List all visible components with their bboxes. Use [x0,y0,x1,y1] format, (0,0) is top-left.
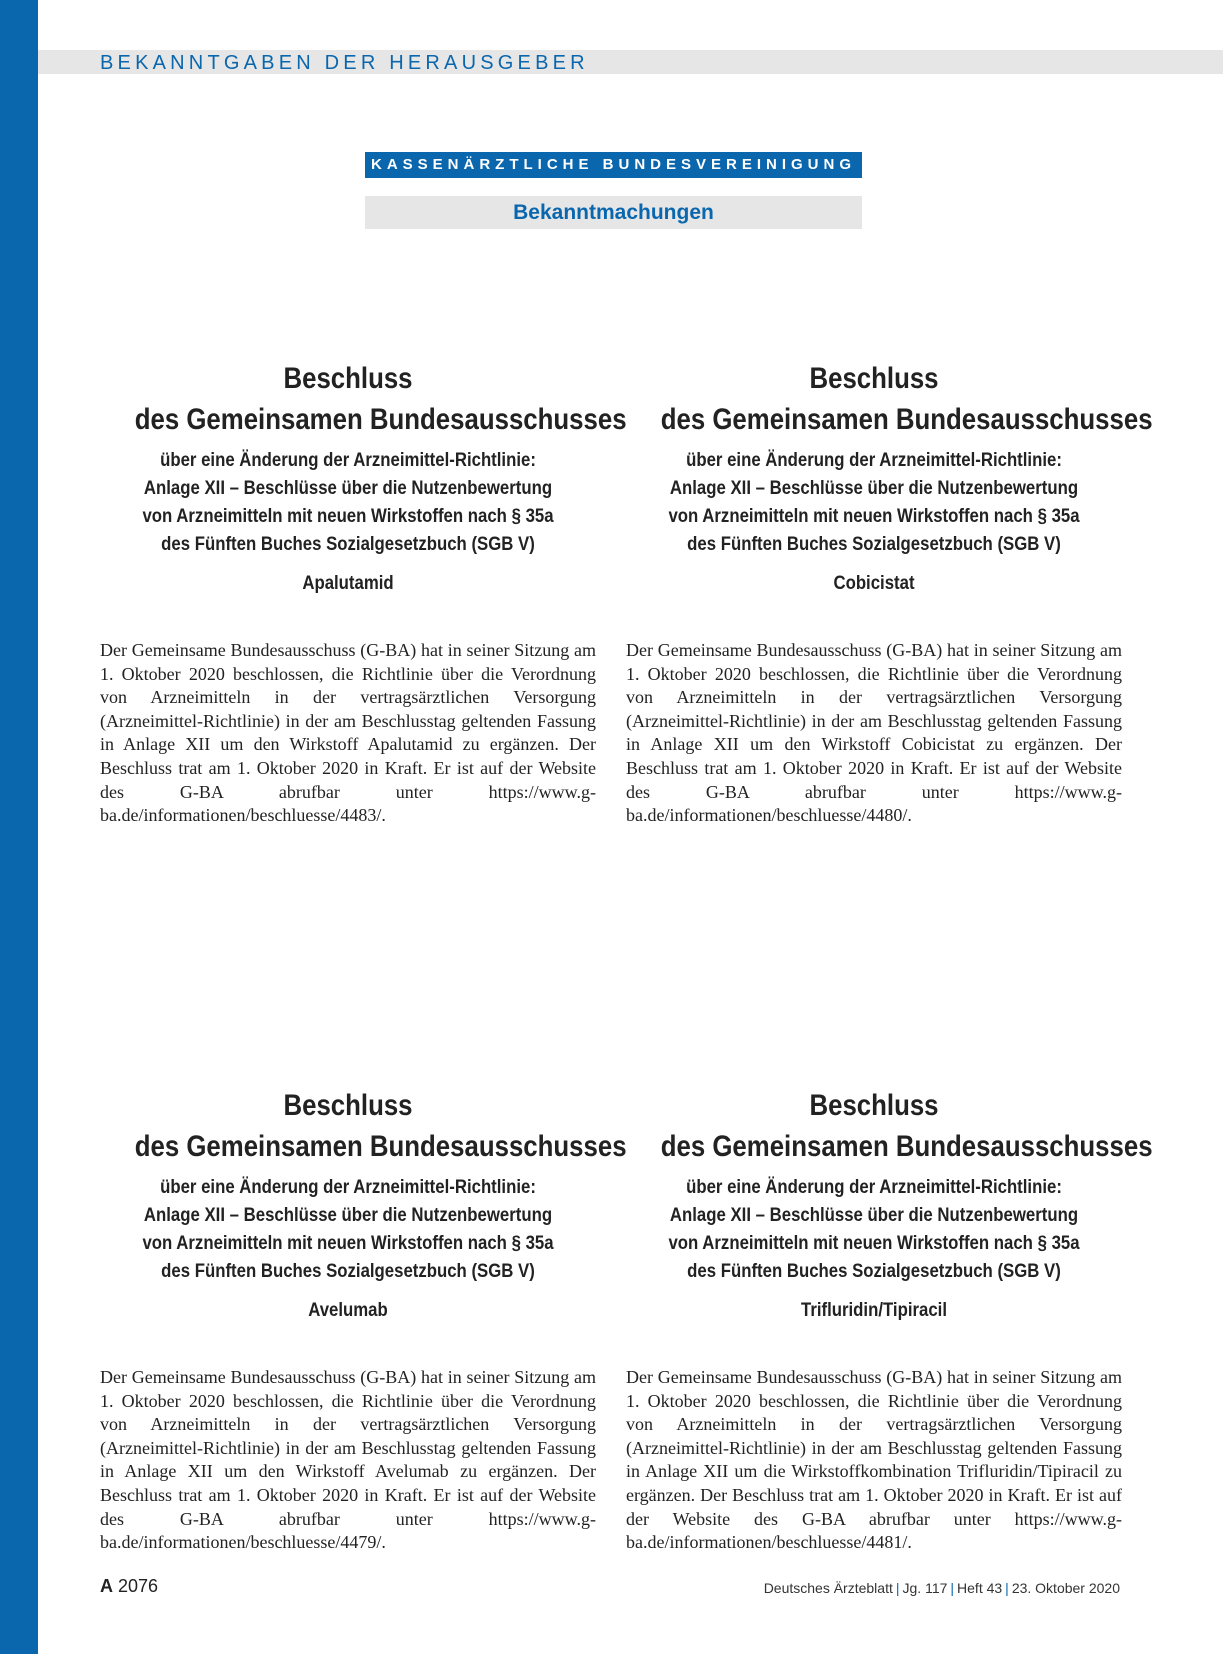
page-number-value: 2076 [118,1576,159,1596]
section-title: BEKANNTGABEN DER HERAUSGEBER [100,52,589,74]
journal-volume: Jg. 117 [902,1580,948,1596]
organization-banner: KASSENÄRZTLICHE BUNDESVEREINIGUNG [365,152,862,178]
notice-drug-name: Apalutamid [302,572,394,594]
notice-subtitle-line2: Anlage XII – Beschlüsse über die Nutzenbewertung [669,1204,1079,1226]
journal-name: Deutsches Ärzteblatt [763,1580,893,1596]
journal-date: 23. Oktober 2020 [1011,1580,1120,1596]
separator: | [895,1580,900,1596]
notice-drug-name: Trifluridin/Tipiracil [801,1299,947,1321]
notice-body: Der Gemeinsame Bundesausschuss (G-BA) hat in seiner Sitzung am 1. Oktober 2020 beschlossen, die Richtlinie über die Verordnung von Arzneimitteln in der vertragsärztlichen Versorgung (Arzneimittel-Richtlinie) in der am Beschlusstag geltenden Fassung in Anlage XII um die Wirkstoffkombination Trifluridin/Tipiracil zu ergänzen. Der Beschluss trat am 1. Oktober 2020 in Kraft. Er ist auf der Website des G-BA abrufbar unter https://www.g-ba.de/informationen/beschluesse/4481/. [626,1367,1122,1553]
category-banner: Bekanntmachungen [365,196,862,229]
page-prefix: A [100,1576,113,1596]
notice-subtitle-line2: Anlage XII – Beschlüsse über die Nutzenbewertung [669,477,1079,499]
notice-subtitle-line3: von Arzneimitteln mit neuen Wirkstoffen nach § 35a [142,505,554,527]
notice-subtitle-line1: über eine Änderung der Arzneimittel-Richtlinie: [686,1176,1062,1198]
side-accent-bar [0,0,38,1654]
notice-cobicistat [626,358,1153,828]
notice-subtitle-line2: Anlage XII – Beschlüsse über die Nutzenbewertung [143,1204,553,1226]
notice-title-line1: Beschluss [809,362,939,395]
notice-body: Der Gemeinsame Bundesausschuss (G-BA) hat in seiner Sitzung am 1. Oktober 2020 beschlossen, die Richtlinie über die Verordnung von Arzneimitteln in der vertragsärztlichen Versorgung (Arzneimittel-Richtlinie) in der am Beschlusstag geltenden Fassung in Anlage XII um den Wirkstoff Apalutamid zu ergänzen. Der Beschluss trat am 1. Oktober 2020 in Kraft. Er ist auf der Website des G-BA abrufbar unter https://www.g-ba.de/informationen/beschluesse/4483/. [100,640,596,826]
notice-subtitle-line1: über eine Änderung der Arzneimittel-Richtlinie: [160,1176,536,1198]
notice-drug-name: Avelumab [308,1299,388,1321]
notice-title-line2: des Gemeinsamen Bundesausschusses [660,1130,1153,1163]
notice-body: Der Gemeinsame Bundesausschuss (G-BA) hat in seiner Sitzung am 1. Oktober 2020 beschlossen, die Richtlinie über die Verordnung von Arzneimitteln in der vertragsärztlichen Versorgung (Arzneimittel-Richtlinie) in der am Beschlusstag geltenden Fassung in Anlage XII um den Wirkstoff Cobicistat zu ergänzen. Der Beschluss trat am 1. Oktober 2020 in Kraft. Er ist auf der Website des G-BA abrufbar unter https://www.g-ba.de/informationen/beschluesse/4480/. [626,640,1122,826]
notice-subtitle-line1: über eine Änderung der Arzneimittel-Richtlinie: [160,449,536,471]
notice-subtitle-line4: des Fünften Buches Sozialgesetzbuch (SGB V) [161,533,535,555]
notice-title-line1: Beschluss [283,362,413,395]
page-number [100,1576,158,1597]
notice-trifluridin-tipiracil [626,1085,1153,1555]
notice-avelumab [100,1085,627,1555]
separator: | [950,1580,955,1596]
notice-drug-name: Cobicistat [833,572,915,594]
notice-subtitle-line4: des Fünften Buches Sozialgesetzbuch (SGB V) [687,1260,1061,1282]
notice-subtitle-line1: über eine Änderung der Arzneimittel-Richtlinie: [686,449,1062,471]
notice-subtitle-line4: des Fünften Buches Sozialgesetzbuch (SGB V) [687,533,1061,555]
journal-citation [764,1580,1120,1596]
notice-apalutamid [100,358,627,828]
notice-subtitle-line3: von Arzneimitteln mit neuen Wirkstoffen nach § 35a [142,1232,554,1254]
notice-title-line2: des Gemeinsamen Bundesausschusses [660,403,1153,436]
section-header-band [38,50,1223,74]
notice-subtitle-line3: von Arzneimitteln mit neuen Wirkstoffen nach § 35a [668,505,1080,527]
notice-subtitle-line3: von Arzneimitteln mit neuen Wirkstoffen nach § 35a [668,1232,1080,1254]
notice-subtitle-line4: des Fünften Buches Sozialgesetzbuch (SGB V) [161,1260,535,1282]
notice-title-line1: Beschluss [809,1089,939,1122]
notice-body: Der Gemeinsame Bundesausschuss (G-BA) hat in seiner Sitzung am 1. Oktober 2020 beschlossen, die Richtlinie über die Verordnung von Arzneimitteln in der vertragsärztlichen Versorgung (Arzneimittel-Richtlinie) in der am Beschlusstag geltenden Fassung in Anlage XII um den Wirkstoff Avelumab zu ergänzen. Der Beschluss trat am 1. Oktober 2020 in Kraft. Er ist auf der Website des G-BA abrufbar unter https://www.g-ba.de/informationen/beschluesse/4479/. [100,1367,596,1553]
notice-title-line2: des Gemeinsamen Bundesausschusses [134,403,627,436]
journal-issue: Heft 43 [957,1580,1003,1596]
notice-subtitle-line2: Anlage XII – Beschlüsse über die Nutzenbewertung [143,477,553,499]
separator: | [1005,1580,1009,1596]
notice-title-line1: Beschluss [283,1089,413,1122]
notice-title-line2: des Gemeinsamen Bundesausschusses [134,1130,627,1163]
